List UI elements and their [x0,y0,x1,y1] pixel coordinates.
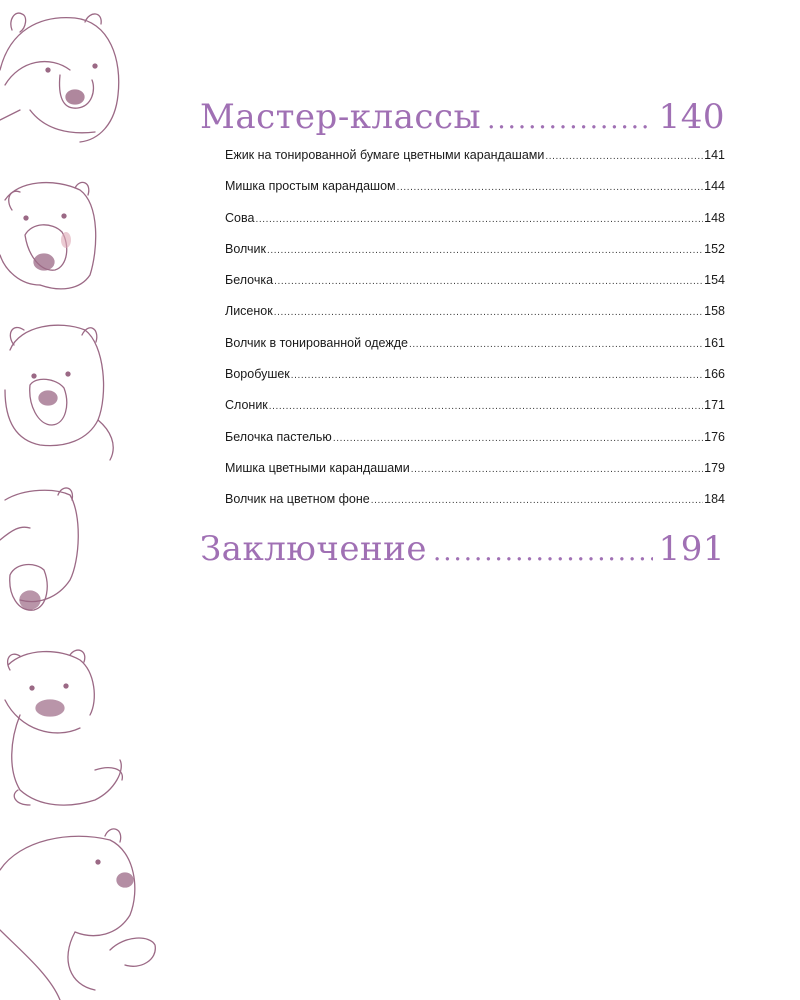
dot-leader [487,107,653,133]
toc-entry-page: 179 [704,460,725,475]
bear-sketch-icon [5,650,122,805]
bear-sketch-icon [5,325,113,460]
toc-entry[interactable] [225,492,725,523]
toc-entry[interactable] [225,336,725,367]
toc-section-conclusion[interactable] [200,528,725,569]
toc-entry-title: Белочка [225,273,274,288]
dot-leader [545,151,703,162]
dot-leader [411,464,703,475]
toc-entry[interactable] [225,211,725,242]
toc-entry-title: Волчик в тонированной одежде [225,335,408,350]
toc-entry[interactable] [225,461,725,492]
toc-entry-title: Мишка простым карандашом [225,179,396,194]
dot-leader [291,370,703,381]
toc-entry[interactable] [225,273,725,304]
section-title: Мастер-классы [200,97,482,137]
toc-entry-page: 141 [704,148,725,162]
toc-entry-title: Сова [225,210,255,225]
toc-entry-page: 158 [704,304,725,319]
dot-leader [433,539,653,565]
toc-entry-title: Слоник [225,398,268,413]
sketch-sidebar [0,0,170,1000]
toc-entry[interactable] [225,179,725,210]
dot-leader [397,182,704,193]
toc-entry-title: Волчик [225,241,266,256]
toc-entry[interactable] [225,367,725,398]
dot-leader [333,433,703,444]
toc-section-masterclasses[interactable] [200,97,725,137]
dot-leader [255,214,703,225]
toc-entry-page: 144 [704,179,725,194]
toc-entry-page: 176 [704,429,725,444]
toc-entry-title: Волчик на цветном фоне [225,492,370,507]
toc-entry[interactable] [225,398,725,429]
dot-leader [267,245,703,256]
dot-leader [274,276,703,287]
toc-entry-page: 152 [704,241,725,256]
toc-entry-title: Воробушек [225,367,290,382]
toc-entry[interactable] [225,148,725,179]
toc-entry[interactable] [225,430,725,461]
toc-entry-title: Мишка цветными карандашами [225,460,410,475]
section-page-number: 191 [658,528,725,569]
toc-entry-page: 171 [704,398,725,413]
bear-sketch-icon [0,829,155,1000]
bear-sketch-icon [0,488,78,610]
dot-leader [269,401,703,412]
toc-entry-page: 184 [704,492,725,507]
toc-entry[interactable] [225,242,725,273]
table-of-contents [200,97,725,569]
bear-sketch-icon [0,182,96,288]
dot-leader [371,495,703,506]
toc-entry-page: 148 [704,210,725,225]
toc-entry-title: Ежик на тонированной бумаге цветными карандашами [225,148,545,162]
toc-entry-page: 161 [704,335,725,350]
dot-leader [409,339,703,350]
toc-entry-list [200,148,725,524]
toc-entry-title: Лисенок [225,304,273,319]
toc-entry-title: Белочка пастелью [225,429,332,444]
section-title: Заключение [200,528,427,569]
toc-entry[interactable] [225,304,725,335]
bear-sketch-icon [0,13,119,142]
toc-entry-page: 154 [704,273,725,288]
section-page-number: 140 [658,97,725,137]
dot-leader [274,307,703,318]
toc-entry-page: 166 [704,367,725,382]
